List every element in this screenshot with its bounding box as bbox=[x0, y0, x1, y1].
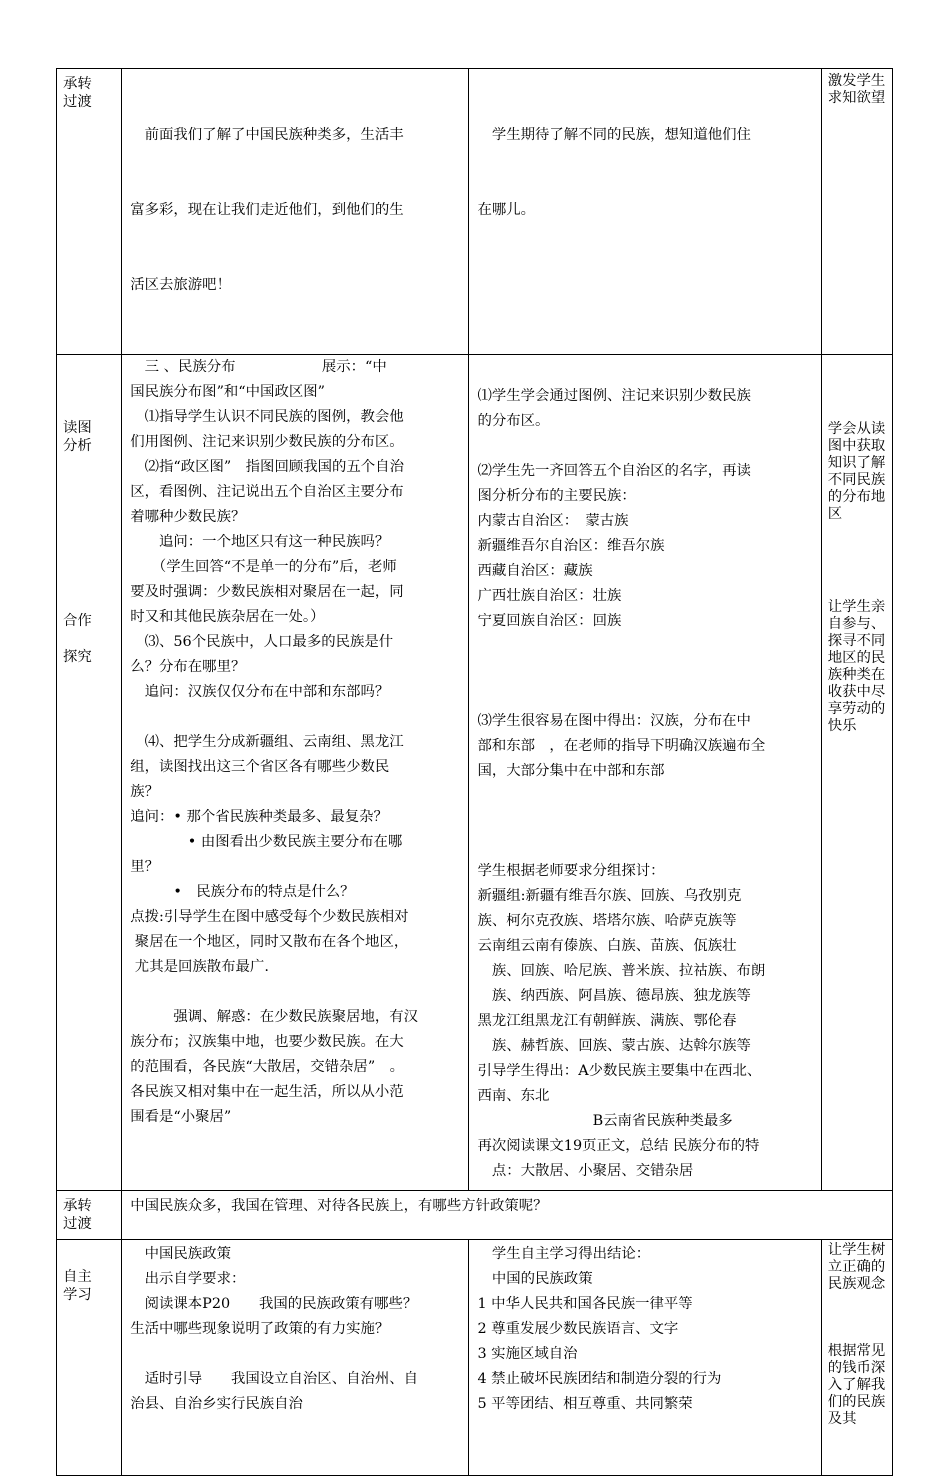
row-self-study bbox=[57, 1240, 893, 1476]
row-label: 探究 bbox=[63, 649, 92, 665]
text-line: 学生期待了解不同的民族，想知道他们住 bbox=[477, 127, 751, 143]
row-map-analysis bbox=[57, 355, 893, 1191]
text-line: 图分析分布的主要民族： bbox=[477, 488, 636, 504]
lesson-plan-table bbox=[56, 68, 893, 1476]
text-line: 国民族分布图”和“中国政区图” bbox=[130, 384, 325, 400]
transition-text: 中国民族众多，我国在管理、对待各民族上，有哪些方针政策呢？ bbox=[130, 1198, 548, 1214]
text-line: 新疆组:新疆有维吾尔族、回族、乌孜别克 bbox=[477, 888, 742, 904]
text-line: 1 中华人民共和国各民族一律平等 bbox=[477, 1296, 693, 1312]
blank-line bbox=[477, 684, 812, 709]
purpose-text: 激发学生求知欲望 bbox=[827, 73, 886, 106]
text-line: 强调、解惑：在少数民族聚居地，有汉 bbox=[130, 1009, 419, 1025]
transition-text-cell bbox=[122, 1191, 893, 1240]
text-line: ⑵指“政区图” 指图回顾我国的五个自治 bbox=[130, 459, 404, 475]
text-line: 追问：• 那个省民族种类最多、最复杂？ bbox=[130, 809, 388, 825]
text-line: ⑴学生学会通过图例、注记来识别少数民族 bbox=[477, 388, 751, 404]
text-line: 聚居在一个地区，同时又散布在各个地区， bbox=[130, 934, 409, 950]
text-line: 阅读课本P20 我国的民族政策有哪些？ bbox=[130, 1296, 418, 1312]
text-line: 部和东部 ，在老师的指导下明确汉族遍布全 bbox=[477, 738, 766, 754]
teacher-activity-cell bbox=[122, 1240, 469, 1476]
purpose-text: 让学生树立正确的民族观念 bbox=[827, 1242, 886, 1292]
text-line: 学生自主学习得出结论： bbox=[477, 1246, 651, 1262]
blank-line bbox=[477, 834, 812, 859]
text-line: 各民族又相对集中在一起生活，所以从小范 bbox=[130, 1084, 404, 1100]
blank-line bbox=[130, 705, 460, 730]
text-line: 尤其是回族散布最广. bbox=[130, 959, 269, 975]
text-line: 要及时强调：少数民族相对聚居在一起，同 bbox=[130, 584, 404, 600]
text-line: 宁夏回族自治区：回族 bbox=[477, 613, 622, 629]
row-label: 承转 bbox=[63, 76, 92, 92]
text-line: 2 尊重发展少数民族语言、文字 bbox=[477, 1321, 679, 1337]
text-line: 族分布；汉族集中地，也要少数民族。在大 bbox=[130, 1034, 404, 1050]
text-line: 活区去旅游吧！ bbox=[130, 277, 231, 293]
text-line: 族、回族、哈尼族、普米族、拉祜族、布朗 bbox=[477, 963, 766, 979]
row-label: 学习 bbox=[63, 1287, 92, 1303]
row-label-cell bbox=[57, 355, 122, 1191]
blank-line bbox=[477, 434, 812, 459]
row-label-cell bbox=[57, 1191, 122, 1240]
row-label: 合作 bbox=[63, 613, 92, 629]
text-line: ⑶、56个民族中，人口最多的民族是什 bbox=[130, 634, 394, 650]
text-line: 着哪种少数民族？ bbox=[130, 509, 246, 525]
text-line: 组，读图找出这三个省区各有哪些少数民 bbox=[130, 759, 390, 775]
text-line: 适时引导 我国设立自治区、自治州、自 bbox=[130, 1371, 419, 1387]
student-activity-cell bbox=[469, 69, 821, 355]
design-purpose-cell bbox=[821, 355, 892, 1191]
blank-line bbox=[477, 809, 812, 834]
blank-line bbox=[130, 1342, 460, 1367]
text-line: 西南、东北 bbox=[477, 1088, 550, 1104]
text-line: 族、柯尔克孜族、塔塔尔族、哈萨克族等 bbox=[477, 913, 737, 929]
teacher-activity-cell bbox=[122, 69, 469, 355]
text-line: 引导学生得出：A少数民族主要集中在西北、 bbox=[477, 1063, 762, 1079]
row-transition-1 bbox=[57, 69, 893, 355]
design-purpose-cell bbox=[821, 69, 892, 355]
text-line: 追问：汉族仅仅分布在中部和东部吗？ bbox=[130, 684, 390, 700]
row-label-cell bbox=[57, 69, 122, 355]
row-label: 读图 bbox=[63, 420, 92, 436]
text-line: 点：大散居、小聚居、交错杂居 bbox=[477, 1163, 694, 1179]
student-activity-cell bbox=[469, 355, 821, 1191]
text-line: 5 平等团结、相互尊重、共同繁荣 bbox=[477, 1396, 693, 1412]
text-line: 三 、民族分布 展示：“中 bbox=[130, 359, 387, 375]
purpose-text: 学会从读图中获取知识了解不同民族的分布地区 bbox=[827, 421, 886, 522]
text-line: 点拨:引导学生在图中感受每个少数民族相对 bbox=[130, 909, 409, 925]
student-activity-cell bbox=[469, 1240, 821, 1476]
text-line: • 民族分布的特点是什么？ bbox=[130, 884, 355, 900]
text-line: • 由图看出少数民族主要分布在哪 bbox=[130, 834, 403, 850]
text-line: 西藏自治区：藏族 bbox=[477, 563, 593, 579]
text-line: B云南省民族种类最多 bbox=[477, 1113, 733, 1129]
row-label: 分析 bbox=[63, 438, 92, 454]
text-line: 生活中哪些现象说明了政策的有力实施？ bbox=[130, 1321, 390, 1337]
text-line: 围看是“小聚居” bbox=[130, 1109, 232, 1125]
text-line: 族、纳西族、阿昌族、德昂族、独龙族等 bbox=[477, 988, 751, 1004]
text-line: 云南组云南有傣族、白族、苗族、佤族壮 bbox=[477, 938, 737, 954]
purpose-text: 让学生亲自参与、探寻不同地区的民族种类在收获中尽享劳动的快乐 bbox=[827, 599, 886, 734]
row-transition-2 bbox=[57, 1191, 893, 1240]
design-purpose-cell bbox=[821, 1240, 892, 1476]
text-line: 前面我们了解了中国民族种类多，生活丰 bbox=[130, 127, 404, 143]
text-line: 里？ bbox=[130, 859, 160, 875]
blank-line bbox=[477, 359, 812, 384]
blank-line bbox=[477, 784, 812, 809]
blank-line bbox=[477, 634, 812, 659]
text-line: 再次阅读课文19页正文，总结 民族分布的特 bbox=[477, 1138, 760, 1154]
row-label: 自主 bbox=[63, 1269, 92, 1285]
text-line: 3 实施区域自治 bbox=[477, 1346, 578, 1362]
text-line: 新疆维吾尔自治区：维吾尔族 bbox=[477, 538, 665, 554]
text-line: 族、赫哲族、回族、蒙古族、达斡尔族等 bbox=[477, 1038, 751, 1054]
text-line: ⑵学生先一齐回答五个自治区的名字，再读 bbox=[477, 463, 751, 479]
text-line: 学生根据老师要求分组探讨： bbox=[477, 863, 665, 879]
text-line: 内蒙古自治区： 蒙古族 bbox=[477, 513, 629, 529]
text-line: 在哪儿。 bbox=[477, 202, 536, 218]
text-line: 出示自学要求： bbox=[130, 1271, 246, 1287]
row-label: 过渡 bbox=[63, 1216, 92, 1232]
text-line: ⑴指导学生认识不同民族的图例，教会他 bbox=[130, 409, 404, 425]
text-line: 中国民族政策 bbox=[130, 1246, 231, 1262]
text-line: 治县、自治乡实行民族自治 bbox=[130, 1396, 303, 1412]
text-line: ⑷、把学生分成新疆组、云南组、黑龙江 bbox=[130, 734, 404, 750]
text-line: 们用图例、注记来识别少数民族的分布区。 bbox=[130, 434, 404, 450]
text-line: 族？ bbox=[130, 784, 160, 800]
text-line: 时又和其他民族杂居在一处。） bbox=[130, 609, 325, 625]
text-line: 区，看图例、注记说出五个自治区主要分布 bbox=[130, 484, 404, 500]
text-line: 国，大部分集中在中部和东部 bbox=[477, 763, 665, 779]
text-line: 4 禁止破坏民族团结和制造分裂的行为 bbox=[477, 1371, 722, 1387]
purpose-text: 根据常见的钱币深入了解我们的民族及其 bbox=[827, 1343, 886, 1427]
text-line: 中国的民族政策 bbox=[477, 1271, 593, 1287]
row-label: 过渡 bbox=[63, 94, 92, 110]
text-line: 么？分布在哪里？ bbox=[130, 659, 246, 675]
text-line: ⑶学生很容易在图中得出：汉族，分布在中 bbox=[477, 713, 751, 729]
text-line: 黑龙江组黑龙江有朝鲜族、满族、鄂伦春 bbox=[477, 1013, 737, 1029]
row-label-cell bbox=[57, 1240, 122, 1476]
text-line: 广西壮族自治区：壮族 bbox=[477, 588, 622, 604]
blank-line bbox=[477, 659, 812, 684]
row-label: 承转 bbox=[63, 1198, 92, 1214]
text-line: 富多彩，现在让我们走近他们，到他们的生 bbox=[130, 202, 404, 218]
teacher-activity-cell bbox=[122, 355, 469, 1191]
text-line: 追问：一个地区只有这一种民族吗？ bbox=[130, 534, 390, 550]
text-line: 的分布区。 bbox=[477, 413, 550, 429]
text-line: 的范围看，各民族“大散居，交错杂居” 。 bbox=[130, 1059, 404, 1075]
text-line: （学生回答“不是单一的分布”后，老师 bbox=[130, 559, 397, 575]
blank-line bbox=[130, 980, 460, 1005]
